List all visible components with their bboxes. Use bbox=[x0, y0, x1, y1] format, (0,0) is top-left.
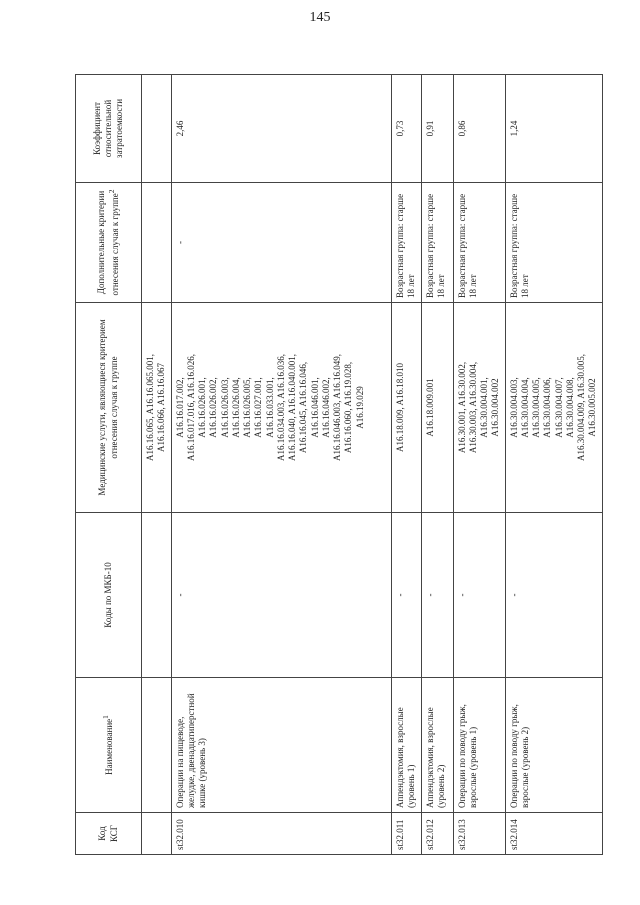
header-criteria-footnote: 2 bbox=[107, 189, 116, 194]
cell-services: A16.18.009, A16.18.010 bbox=[391, 303, 421, 513]
rotated-table-container bbox=[75, 75, 598, 855]
cell-coefficient: 1,24 bbox=[505, 75, 602, 183]
cell-coefficient: 0,73 bbox=[391, 75, 421, 183]
table-row-continuation bbox=[142, 75, 172, 855]
ksg-table bbox=[75, 74, 603, 855]
cell-mkb: - bbox=[391, 513, 421, 678]
cell-services: A16.16.065, A16.16.065.001, A16.16.066, A16.16.067 bbox=[142, 303, 172, 513]
table-wrapper bbox=[75, 75, 598, 855]
table-row bbox=[453, 75, 505, 855]
cell-name: Операции по поводу грыж, взрослые (уровень 2) bbox=[505, 678, 602, 813]
cell-mkb: - bbox=[171, 513, 391, 678]
cell-services: A16.30.004.003, A16.30.004.004, A16.30.004.005, A16.30.004.006, A16.30.004.007, A16.30.004.008, A16.30.004.009, A16.30.005, A16.30.005.002 bbox=[505, 303, 602, 513]
cell-empty bbox=[142, 75, 172, 183]
cell-services: A16.16.017.002, A16.16.017.016, A16.16.026, A16.16.026.001, A16.16.026.002, A16.16.026.003, A16.16.026.004, A16.16.026.005, A16.16.027.001, A16.16.033.001, A16.16.034.003, A16.16.036, A16.16.040, A16.16.040.001, A16.16.045, A16.16.046, A16.16.046.001, A16.16.046.002, A16.16.046.003, A16.16.049, A16.16.060, A16.19.028, A16.19.029 bbox=[171, 303, 391, 513]
header-coefficient: Коэффициент относительной затратоемкости bbox=[76, 75, 142, 183]
header-name-footnote: 1 bbox=[101, 715, 111, 719]
cell-name: Операции по поводу грыж, взрослые (уровень 1) bbox=[453, 678, 505, 813]
header-code: Код КСГ bbox=[76, 813, 142, 855]
table-row bbox=[505, 75, 602, 855]
cell-name: Операции на пищеводе, желудке, двенадцатиперстной кишке (уровень 3) bbox=[171, 678, 391, 813]
cell-criteria: Возрастная группа: старше 18 лет bbox=[421, 183, 453, 303]
cell-mkb: - bbox=[421, 513, 453, 678]
table-header-row bbox=[76, 75, 142, 855]
header-mkb: Коды по МКБ-10 bbox=[76, 513, 142, 678]
table-row bbox=[391, 75, 421, 855]
cell-services: A16.30.001, A16.30.002, A16.30.003, A16.30.004, A16.30.004.001, A16.30.004.002 bbox=[453, 303, 505, 513]
page-number: 145 bbox=[309, 10, 331, 25]
header-services: Медицинские услуги, являющиеся критерием отнесения случая к группе bbox=[76, 303, 142, 513]
cell-services: A16.18.009.001 bbox=[421, 303, 453, 513]
cell-coefficient: 0,86 bbox=[453, 75, 505, 183]
cell-code: st32.012 bbox=[421, 813, 453, 855]
cell-empty bbox=[142, 183, 172, 303]
cell-criteria: Возрастная группа: старше 18 лет bbox=[505, 183, 602, 303]
table-row bbox=[171, 75, 391, 855]
cell-coefficient: 0,91 bbox=[421, 75, 453, 183]
cell-code: st32.010 bbox=[171, 813, 391, 855]
cell-empty bbox=[142, 813, 172, 855]
cell-criteria: - bbox=[171, 183, 391, 303]
header-name: Наименование$^1$ bbox=[76, 678, 142, 813]
cell-empty bbox=[142, 513, 172, 678]
cell-name: Аппендэктомия, взрослые (уровень 1) bbox=[391, 678, 421, 813]
cell-mkb: - bbox=[505, 513, 602, 678]
cell-coefficient: 2,46 bbox=[171, 75, 391, 183]
cell-criteria: Возрастная группа: старше 18 лет bbox=[391, 183, 421, 303]
cell-empty bbox=[142, 678, 172, 813]
table-row bbox=[421, 75, 453, 855]
cell-code: st32.014 bbox=[505, 813, 602, 855]
cell-code: st32.013 bbox=[453, 813, 505, 855]
cell-criteria: Возрастная группа: старше 18 лет bbox=[453, 183, 505, 303]
cell-code: st32.011 bbox=[391, 813, 421, 855]
cell-mkb: - bbox=[453, 513, 505, 678]
cell-name: Аппендэктомия, взрослые (уровень 2) bbox=[421, 678, 453, 813]
header-criteria: Дополнительные критерии отнесения случая к группе$^2$ bbox=[76, 183, 142, 303]
